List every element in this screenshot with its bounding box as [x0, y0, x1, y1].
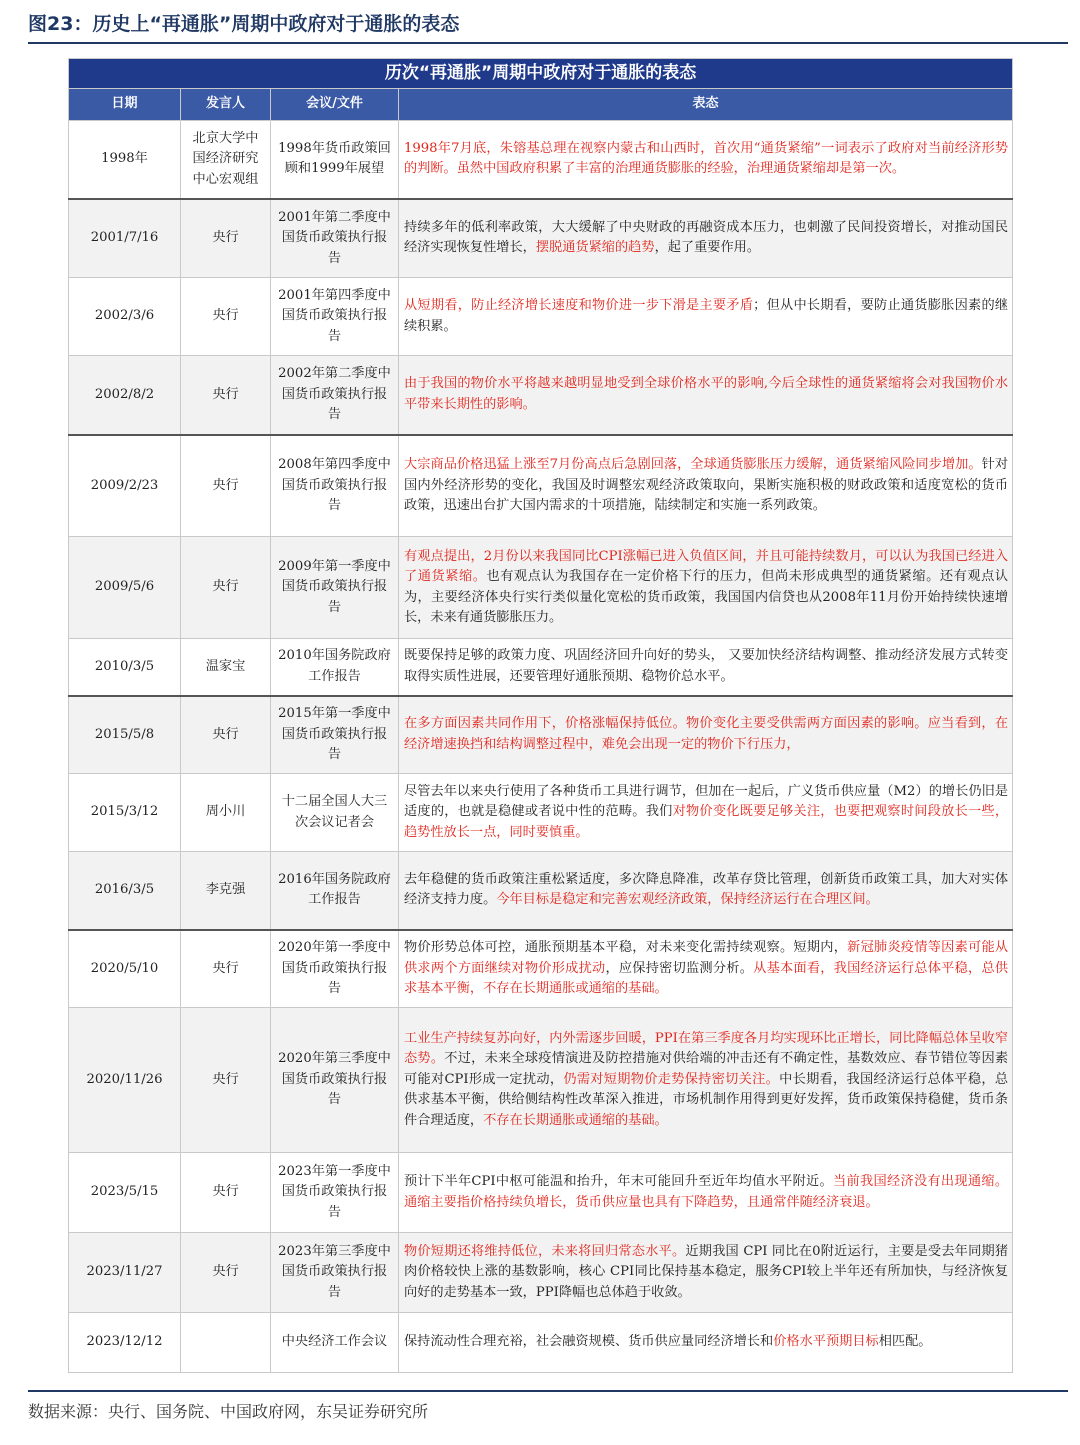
cell-date: 2020/11/26 — [69, 1008, 181, 1153]
statement-highlight: 当前我国经济没有出现通缩。通缩主要指价格持续负增长，货币供应量也具有下降趋势，且通常伴随经济衰退。 — [404, 1174, 1009, 1210]
table-caption: 历次“再通胀”周期中政府对于通胀的表态 — [69, 59, 1013, 89]
cell-speaker: 央行 — [181, 537, 271, 639]
table-row — [69, 1153, 1013, 1233]
statement-text: 保持流动性合理充裕，社会融资规模、货币供应量同经济增长和 — [404, 1334, 774, 1350]
table-row — [69, 435, 1013, 537]
statement-highlight: 新冠肺炎疫情等因素可能从供求两个方面继续对物价形成扰动 — [404, 940, 1009, 976]
cell-statement — [399, 852, 1013, 930]
cell-statement — [399, 1008, 1013, 1153]
statement-text: 尽管去年以来央行使用了各种货币工具进行调节，但加在一起后，广义货币供应量（M2）的增长仍旧是适度的，也就是稳健或者说中性的范畴。我们 — [404, 783, 1009, 820]
cell-statement — [399, 1313, 1013, 1373]
cell-meeting: 2020年第三季度中国货币政策执行报告 — [271, 1008, 399, 1153]
cell-date: 2001/7/16 — [69, 199, 181, 278]
cell-statement — [399, 1153, 1013, 1233]
statement-highlight: 价格水平预期目标 — [773, 1334, 879, 1350]
cell-date: 2023/5/15 — [69, 1153, 181, 1233]
cell-meeting: 十二届全国人大三次会议记者会 — [271, 774, 399, 852]
cell-speaker: 央行 — [181, 435, 271, 537]
cell-meeting: 2020年第一季度中国货币政策执行报告 — [271, 930, 399, 1008]
statement-highlight: 从短期看，防止经济增长速度和物价进一步下滑是主要矛盾 — [404, 298, 754, 313]
cell-meeting: 2023年第一季度中国货币政策执行报告 — [271, 1153, 399, 1233]
cell-date: 2002/8/2 — [69, 356, 181, 435]
statement-text: 去年稳健的货币政策注重松紧适度，多次降息降准，改革存贷比管理，创新货币政策工具，加大对实体经济支持力度。 — [404, 871, 1009, 908]
header-meeting: 会议/文件 — [271, 89, 399, 121]
cell-statement — [399, 696, 1013, 774]
statement-text: ，应保持密切监测分析。 — [605, 960, 754, 976]
cell-statement — [399, 278, 1013, 356]
table-row — [69, 1233, 1013, 1313]
cell-speaker: 央行 — [181, 930, 271, 1008]
cell-date: 2015/3/12 — [69, 774, 181, 852]
cell-statement — [399, 537, 1013, 639]
cell-date: 2020/5/10 — [69, 930, 181, 1008]
table-row — [69, 696, 1013, 774]
cell-statement — [399, 930, 1013, 1008]
table-row — [69, 639, 1013, 696]
statement-highlight: 有观点提出，2月份以来我国同比CPI涨幅已进入负值区间，并且可能持续数月，可以认为我国已经进入了通货紧缩。 — [404, 548, 1009, 584]
statement-text: 既要保持足够的政策力度、巩固经济回升向好的势头， 又要加快经济结构调整、推动经济发展方式转变取得实质性进展，还要管理好通胀预期、稳物价总水平。 — [404, 648, 1009, 684]
cell-speaker: 北京大学中国经济研究中心宏观组 — [181, 121, 271, 199]
table-row — [69, 278, 1013, 356]
cell-speaker — [181, 1313, 271, 1373]
statement-text: 持续多年的低利率政策，大大缓解了中央财政的再融资成本压力，也刺激了民间投资增长，对推动国民经济实现恢复性增长， — [404, 219, 1009, 256]
cell-speaker: 央行 — [181, 199, 271, 278]
cell-meeting: 2001年第四季度中国货币政策执行报告 — [271, 278, 399, 356]
statement-highlight: 从基本面看，我国经济运行总体平稳，总供求基本平衡，不存在长期通胀或通缩的基础。 — [404, 960, 1009, 996]
data-source-note: 数据来源：央行、国务院、中国政府网，东吴证券研究所 — [28, 1390, 1068, 1430]
cell-meeting: 2002年第二季度中国货币政策执行报告 — [271, 356, 399, 435]
statement-text: 近期我国 CPI 同比在0附近运行，主要是受去年同期猪肉价格较快上涨的基数影响，核心 CPI同比保持基本稳定，服务CPI较上半年还有所加快，与经济恢复向好的走势基本一致，PPI降幅也总体趋于收敛。 — [404, 1243, 1009, 1300]
cell-speaker: 央行 — [181, 1008, 271, 1153]
statement-text: 预计下半年CPI中枢可能温和抬升，年末可能回升至近年均值水平附近。 — [404, 1174, 834, 1189]
statement-text: 相匹配。 — [878, 1334, 932, 1350]
cell-meeting: 2016年国务院政府工作报告 — [271, 852, 399, 930]
cell-speaker: 央行 — [181, 278, 271, 356]
cell-date: 2015/5/8 — [69, 696, 181, 774]
statement-text: 针对国内外经济形势的变化，我国及时调整宏观经济政策取向，果断实施积极的财政政策和适度宽松的货币政策，迅速出台扩大国内需求的十项措施，陆续制定和实施一系列政策。 — [404, 457, 1009, 513]
statement-highlight: 在多方面因素共同作用下，价格涨幅保持低位。物价变化主要受供需两方面因素的影响。应当看到，在经济增速换挡和结构调整过程中，难免会出现一定的物价下行压力， — [404, 716, 1009, 752]
statement-highlight: 大宗商品价格迅猛上涨至7月份高点后急剧回落，全球通货膨胀压力缓解，通货紧缩风险同步增加。 — [404, 457, 982, 472]
cell-meeting: 2008年第四季度中国货币政策执行报告 — [271, 435, 399, 537]
cell-meeting: 2023年第三季度中国货币政策执行报告 — [271, 1233, 399, 1313]
cell-meeting: 2015年第一季度中国货币政策执行报告 — [271, 696, 399, 774]
cell-date: 1998年 — [69, 121, 181, 199]
cell-statement — [399, 356, 1013, 435]
statement-text: 中长期看，我国经济运行总体平稳，总供求基本平衡，供给侧结构性改革深入推进，市场机制作用得到更好发挥，货币政策保持稳健，货币条件合理适度， — [404, 1071, 1009, 1128]
statement-highlight: 工业生产持续复苏向好，内外需逐步回暖，PPI在第三季度各月均实现环比正增长，同比降幅总体呈收窄态势。 — [404, 1030, 1009, 1067]
table-row — [69, 774, 1013, 852]
table-row — [69, 930, 1013, 1008]
cell-speaker: 央行 — [181, 356, 271, 435]
cell-date: 2002/3/6 — [69, 278, 181, 356]
header-speaker: 发言人 — [181, 89, 271, 121]
statement-highlight: 今年目标是稳定和完善宏观经济政策，保持经济运行在合理区间。 — [496, 892, 879, 908]
cell-date: 2010/3/5 — [69, 639, 181, 696]
cell-speaker: 周小川 — [181, 774, 271, 852]
header-statement: 表态 — [399, 89, 1013, 121]
cell-meeting: 2009年第一季度中国货币政策执行报告 — [271, 537, 399, 639]
table-row — [69, 1008, 1013, 1153]
table-row — [69, 852, 1013, 930]
statements-table — [68, 58, 1013, 1373]
table-row — [69, 121, 1013, 199]
header-date: 日期 — [69, 89, 181, 121]
cell-statement — [399, 774, 1013, 852]
cell-speaker: 央行 — [181, 696, 271, 774]
cell-date: 2009/2/23 — [69, 435, 181, 537]
statement-text: 物价形势总体可控，通胀预期基本平稳，对未来变化需持续观察。短期内， — [404, 940, 848, 955]
statement-highlight: 仍需对短期物价走势保持密切关注。 — [563, 1071, 780, 1087]
statement-highlight: 由于我国的物价水平将越来越明显地受到全球价格水平的影响,今后全球性的通货紧缩将会对我国物价水平带来长期性的影响。 — [404, 376, 1009, 412]
statement-highlight: 对物价变化既要足够关注，也要把观察时间段放长一些，趋势性放长一点，同时要慎重。 — [404, 804, 1009, 840]
statement-text: ；但从中长期看，要防止通货膨胀因素的继续积累。 — [404, 298, 1009, 334]
cell-speaker: 温家宝 — [181, 639, 271, 696]
cell-meeting: 1998年货币政策回顾和1999年展望 — [271, 121, 399, 199]
statement-text: ，起了重要作用。 — [654, 240, 761, 256]
cell-statement — [399, 121, 1013, 199]
cell-statement — [399, 1233, 1013, 1313]
statement-highlight: 物价短期还将维持低位，未来将回归常态水平。 — [404, 1243, 686, 1259]
cell-speaker: 央行 — [181, 1153, 271, 1233]
cell-meeting: 2010年国务院政府工作报告 — [271, 639, 399, 696]
cell-date: 2016/3/5 — [69, 852, 181, 930]
table-row — [69, 537, 1013, 639]
cell-meeting: 2001年第二季度中国货币政策执行报告 — [271, 199, 399, 278]
figure-title: 图23：历史上“再通胀”周期中政府对于通胀的表态 — [28, 10, 1068, 44]
cell-statement — [399, 199, 1013, 278]
cell-meeting: 中央经济工作会议 — [271, 1313, 399, 1373]
cell-statement — [399, 435, 1013, 537]
cell-statement — [399, 639, 1013, 696]
statement-highlight: 不存在长期通胀或通缩的基础。 — [483, 1112, 668, 1128]
cell-date: 2023/12/12 — [69, 1313, 181, 1373]
table-row — [69, 1313, 1013, 1373]
cell-date: 2009/5/6 — [69, 537, 181, 639]
table-row — [69, 356, 1013, 435]
cell-speaker: 央行 — [181, 1233, 271, 1313]
statement-text: 不过，未来全球疫情演进及防控措施对供给端的冲击还有不确定性，基数效应、春节错位等因素可能对CPI形成一定扰动， — [404, 1051, 1009, 1087]
cell-date: 2023/11/27 — [69, 1233, 181, 1313]
statement-text: 也有观点认为我国存在一定价格下行的压力，但尚未形成典型的通货紧缩。还有观点认为，主要经济体央行实行类似量化宽松的货币政策，我国国内信贷也从2008年11月份开始持续快速增长，未来有通货膨胀压力。 — [404, 569, 1009, 625]
table-row — [69, 199, 1013, 278]
statements-table-container — [68, 58, 1012, 1373]
statement-highlight: 1998年7月底，朱镕基总理在视察内蒙古和山西时，首次用“通货紧缩”一词表示了政府对当前经济形势的判断。虽然中国政府积累了丰富的治理通货膨胀的经验，治理通货紧缩却是第一次。 — [404, 140, 1009, 177]
statement-highlight: 摆脱通货紧缩的趋势 — [535, 240, 655, 256]
cell-speaker: 李克强 — [181, 852, 271, 930]
